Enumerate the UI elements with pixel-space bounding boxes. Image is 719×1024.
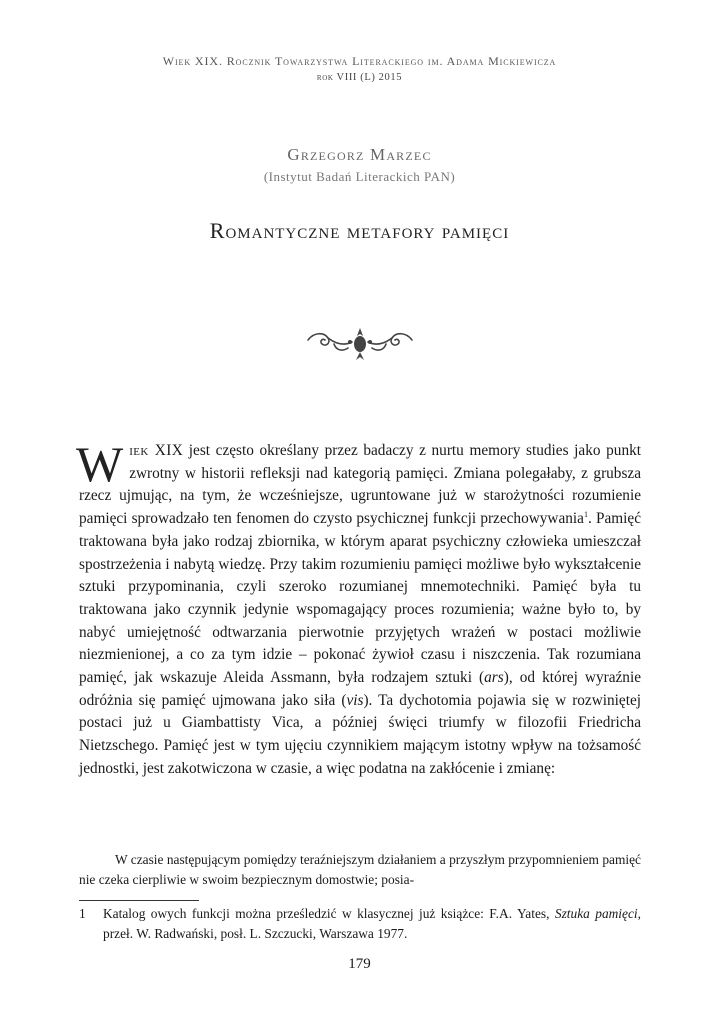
drop-cap: W [76,436,124,492]
author-affiliation: (Instytut Badań Literackich PAN) [263,169,456,184]
floral-fleuron-icon [304,322,416,362]
journal-year: rok VIII (L) 2015 [316,72,403,83]
footnote-text-segment: , przeł. W. Radwański, posł. L. Szczucki, Warszawa 1977. [103,906,641,941]
body-text-segment: jest często określany przez badaczy z nurtu memory studies jako punkt zwrotny w historii refleksji nad kategorią pamięci. Zmiana polegałaby, z grubsza rzecz ujmując, na tym, że wcześniejsze, ugruntowane już w starożytności rozumienie pamięci sprowadzało ten fenomen do czysto psychicznej funkcji przechowywania [79,442,641,528]
body-text-segment: . Pamięć traktowana była jako rodzaj zbiornika, w którym aparat psychiczny człowieka umieszczał spostrzeżenia i nabytą wiedzę. Przy takim rozumieniu pamięci możliwe było wykształcenie sztuki przypominania, czyli szeroko rozumianej mnemotechniki. Pamięć była tu traktowana jako czynnik jedynie wspomagający proces rozumienia; ważne było to, by nabyć umiejętność odtwarzania pierwotnie przyjętych wrażeń w postaci możliwie niezmienionej, a co za tym idzie – pokonać żywioł czasu i niszczenia. Tak rozumiana pamięć, jak wskazuje Aleida Assmann, była rodzajem sztuki ( [79,510,641,687]
body-text-segment: ), od której wyraźnie odróżnia się pamięć ujmowana jako siła ( [79,669,641,709]
footnote-number: 1 [79,906,86,921]
footnote-text-segment: Katalog owych funkcji można prześledzić w klasycznej już książce: F.A. Yates, [103,906,555,921]
italic-term-ars: ars [484,669,504,687]
page-number: 179 [348,956,371,972]
author-name: Grzegorz Marzec [287,145,432,164]
footnote [79,904,641,944]
body-text-segment: ). Ta dychotomia pojawia się w rozwiniętej postaci już u Giambattisty Vica, a później święci triumfy w filozofii Friedricha Nietzschego. Pamięć jest w tym ujęciu czynnikiem mającym istotny wpływ na tożsamość jednostki, jest zakotwiczona w czasie, a więc podatna na zakłócenie i zmianę: [79,691,641,777]
lead-in-small-caps: iek XIX [129,442,184,459]
footnote-separator [79,900,199,901]
block-quote: W czasie następującym pomiędzy teraźniejszym działaniem a przyszłym przypomnieniem pamięć nie czeka cierpliwie w swoim bezpiecznym domostwie; posia- [79,852,641,887]
footnote-reference[interactable]: 1 [583,510,588,520]
article-title: Romantyczne metafory pamięci [209,218,510,243]
footnote-text [103,904,641,944]
article-body-paragraph [76,436,641,781]
italic-term-vis: vis [346,691,364,709]
journal-title: Wiek XIX. Rocznik Towarzystwa Literackiego im. Adama Mickiewicza [162,54,557,68]
footnote-book-title: Sztuka pamięci [554,906,638,921]
